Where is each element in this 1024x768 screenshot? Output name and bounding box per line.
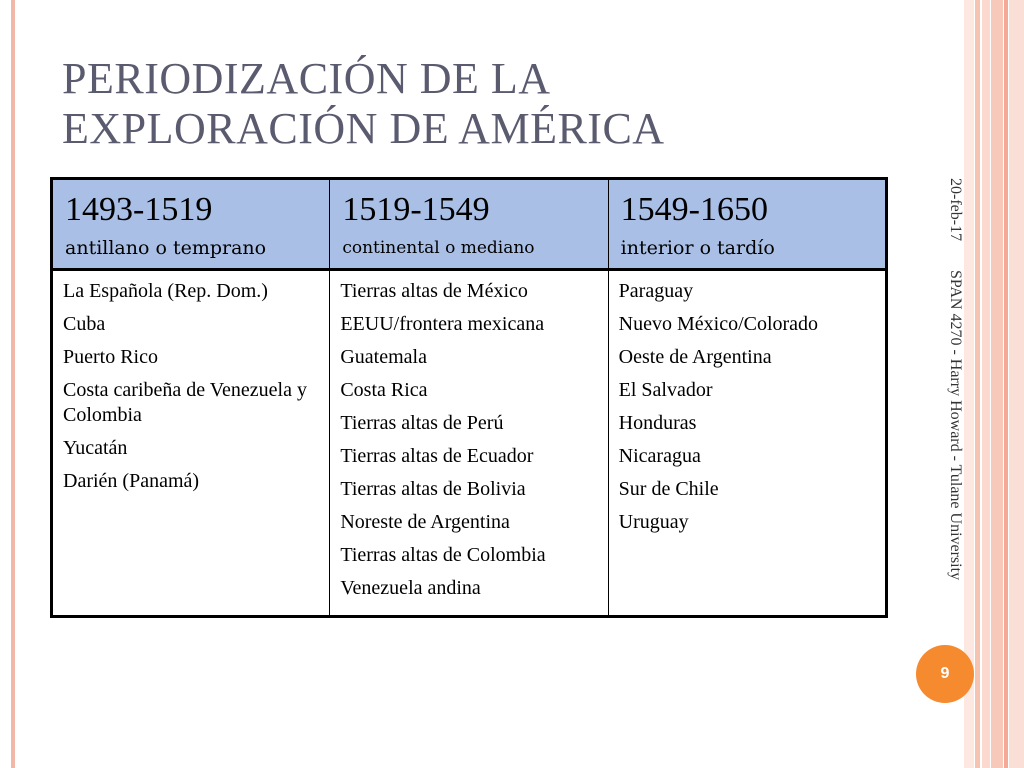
- title-line-2: EXPLORACIÓN DE AMÉRICA: [62, 104, 665, 153]
- list-item: Puerto Rico: [63, 346, 158, 368]
- list-item: Noreste de Argentina: [340, 511, 510, 533]
- slide-footer: SPAN 4270 - Harry Howard - Tulane University: [947, 270, 964, 581]
- list-item: Costa Rica: [340, 379, 428, 401]
- table-header-row: [52, 179, 887, 270]
- period-range: 1493-1519: [65, 191, 213, 228]
- list-item: Nuevo México/Colorado: [618, 313, 819, 335]
- body-cell-late: [608, 270, 886, 617]
- period-range: 1519-1549: [342, 191, 490, 228]
- list-item: Costa caribeña de Venezuela y Colombia: [63, 379, 307, 426]
- period-range: 1549-1650: [620, 191, 768, 228]
- list-item: Venezuela andina: [340, 577, 481, 599]
- periods-table: [50, 177, 888, 618]
- body-cell-early: [52, 270, 330, 617]
- list-item: Uruguay: [618, 511, 689, 533]
- list-item: Tierras altas de Perú: [340, 412, 504, 434]
- slide-date: 20-feb-17: [947, 178, 964, 242]
- list-item: Oeste de Argentina: [618, 346, 772, 368]
- page-number-badge: 9: [916, 645, 974, 703]
- left-decorative-rule: [11, 0, 15, 768]
- header-cell-late: [608, 179, 886, 270]
- period-label: antillano o temprano: [65, 237, 267, 259]
- right-decorative-bars: [964, 0, 1024, 768]
- list-item: Yucatán: [63, 437, 128, 459]
- list-item: Cuba: [63, 313, 106, 335]
- list-item: Sur de Chile: [618, 478, 719, 500]
- header-cell-middle: [330, 179, 608, 270]
- list-item: Tierras altas de México: [340, 280, 528, 302]
- period-label: interior o tardío: [620, 237, 775, 259]
- list-item: Darién (Panamá): [63, 470, 200, 492]
- body-cell-middle: [330, 270, 608, 617]
- title-line-1: PERIODIZACIÓN DE LA: [62, 54, 551, 103]
- list-item: Honduras: [618, 412, 697, 434]
- header-cell-early: [52, 179, 330, 270]
- list-item: Nicaragua: [618, 445, 701, 467]
- list-item: Tierras altas de Ecuador: [340, 445, 534, 467]
- period-label: continental o mediano: [342, 238, 535, 258]
- list-item: Paraguay: [618, 280, 694, 302]
- list-item: Tierras altas de Bolivia: [340, 478, 526, 500]
- list-item: Guatemala: [340, 346, 427, 368]
- list-item: El Salvador: [618, 379, 713, 401]
- list-item: EEUU/frontera mexicana: [340, 313, 545, 335]
- list-item: Tierras altas de Colombia: [340, 544, 546, 566]
- slide-title: [62, 54, 882, 154]
- table-body-row: [52, 270, 887, 617]
- list-item: La Española (Rep. Dom.): [63, 280, 268, 302]
